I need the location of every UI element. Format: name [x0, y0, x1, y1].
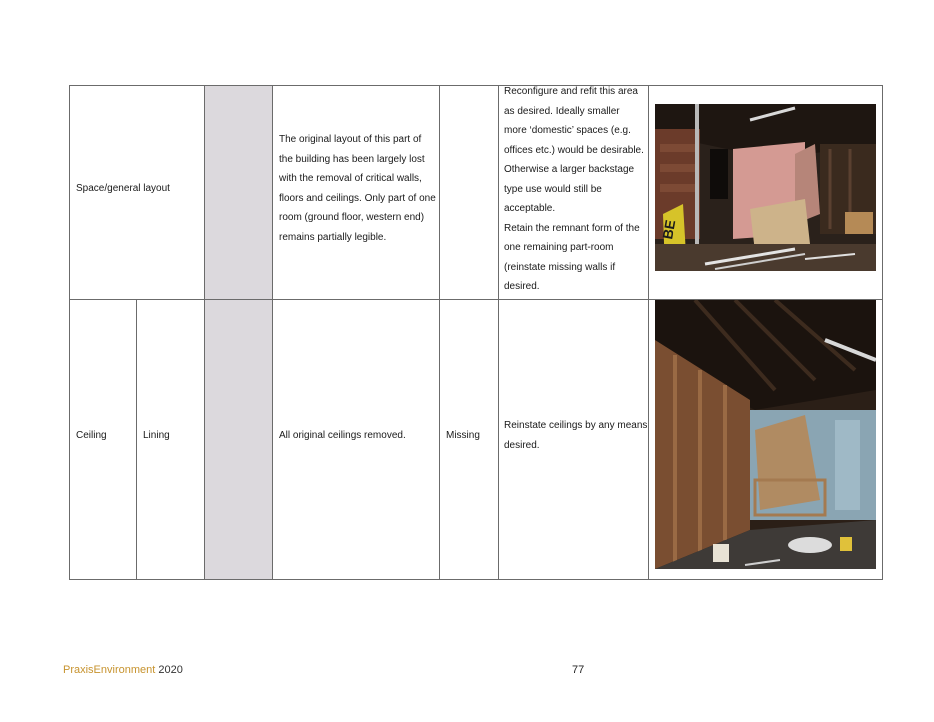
text-line: The original layout of this part of — [279, 134, 422, 145]
text-line: offices etc.) would be desirable. — [504, 144, 644, 156]
page-number: 77 — [572, 664, 585, 676]
row2-sub-element: Lining — [143, 430, 170, 441]
text-line: more ‘domestic’ spaces (e.g. — [504, 125, 631, 136]
text-line: room (ground floor, western end) — [279, 212, 425, 223]
text-line: remains partially legible. — [279, 231, 387, 243]
text-line: Reinstate ceilings by any means — [504, 420, 648, 431]
interior-room-photo-image — [655, 104, 876, 271]
footer-brand — [63, 664, 183, 676]
rating-cell-row2 — [205, 300, 272, 579]
text-line: desired. — [504, 281, 540, 292]
interior-room-photo — [655, 104, 876, 271]
table-border-left — [69, 85, 70, 580]
col-divider-condition — [498, 85, 499, 580]
col-divider-rating-left — [204, 85, 205, 580]
col-divider-description — [439, 85, 440, 580]
text-line: Otherwise a larger backstage — [504, 164, 635, 175]
text-line: desired. — [504, 439, 540, 451]
row2-element: Ceiling — [76, 430, 107, 441]
text-line: type use would still be — [504, 183, 602, 195]
text-line: as desired. Ideally smaller — [504, 105, 620, 117]
text-line: Retain the remnant form of the — [504, 222, 640, 234]
footer-year: 2020 — [158, 664, 183, 676]
row1-element: Space/general layout — [76, 183, 170, 194]
col-divider-recommendation — [648, 85, 649, 580]
text-line: the building has been largely lost — [279, 153, 425, 165]
col-divider-sub-element — [136, 299, 137, 580]
exposed-roof-photo-image — [655, 300, 876, 569]
rating-cell-row1 — [205, 86, 272, 299]
col-divider-rating-right — [272, 85, 273, 580]
text-line: with the removal of critical walls, — [279, 173, 422, 184]
text-line: floors and ceilings. Only part of one — [279, 192, 436, 204]
text-line: All original ceilings removed. — [279, 430, 406, 441]
text-line: (reinstate missing walls if — [504, 261, 616, 273]
table-border-bottom — [69, 579, 883, 580]
footer-brand-name: PraxisEnvironment — [63, 664, 156, 676]
text-line: one remaining part-room — [504, 242, 614, 253]
table-border-right — [882, 85, 883, 580]
table-border-top — [69, 85, 883, 86]
row2-recommendation — [504, 416, 648, 455]
text-line: Reconfigure and refit this area — [504, 86, 638, 97]
row2-condition: Missing — [446, 430, 480, 441]
row1-description — [279, 130, 437, 247]
row2-description — [279, 426, 437, 446]
exposed-roof-photo — [655, 300, 876, 569]
row1-recommendation — [504, 82, 648, 297]
text-line: acceptable. — [504, 203, 556, 214]
svg-text:BE: BE — [659, 218, 679, 241]
